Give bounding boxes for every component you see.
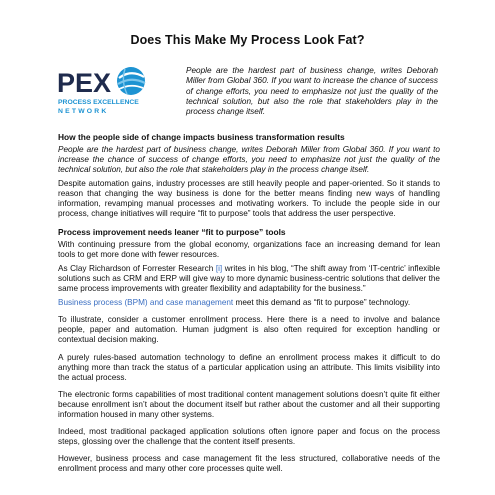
page-title: Does This Make My Process Look Fat? <box>130 33 365 47</box>
logo-subtitle-line2: NETWORK <box>58 108 109 115</box>
paragraph-rules-based: A purely rules-based automation technology to define an enrollment process makes it difficult to do anything more than track the status of a particular application using an attribute. This limits visibility into the actual process. <box>58 352 440 382</box>
globe-icon <box>117 67 145 95</box>
bpm-case-management-link[interactable]: Business process (BPM) and case management <box>58 298 234 308</box>
paragraph-global-economy: With continuing pressure from the global economy, organizations face an increasing demand for lean tools to get more done with fewer resources. <box>58 239 440 259</box>
logo-subtitle-line1: PROCESS EXCELLENCE <box>58 99 139 106</box>
paragraph-bpm-demand <box>58 298 440 308</box>
paragraph-automation-gains: Despite automation gains, industry processes are still heavily people and paper-oriented. So it stands to reason that changing the way business is done for the better means finding new ways of handling information, revamping manual processes and motivating workers. To include the people side in our process, change initiatives will require “fit to purpose” tools that address the user perspective. <box>58 178 440 219</box>
paragraph-packaged-apps: Indeed, most traditional packaged application solutions often ignore paper and focus on the process steps, glossing over the challenge that the content itself presents. <box>58 427 440 447</box>
paragraph-forrester-quote <box>58 264 440 294</box>
pex-logo <box>55 64 175 116</box>
forrester-text-b: writes in his blog, “The shift away from ‘IT-centric’ inflexible solutions such as CRM and ERP will give way to more dynamic business-centric solutions that deliver the same process improvements with greater flexibility and adaptability for the business.” <box>58 263 440 294</box>
forrester-text-a: As Clay Richardson of Forrester Research <box>58 263 216 273</box>
section-heading-people-side: How the people side of change impacts business transformation results <box>58 132 345 142</box>
paragraph-bpm-fit: However, business process and case management fit the less structured, collaborative needs of the enrollment process and many other core processes quite well. <box>58 454 440 474</box>
section-lead-paragraph: People are the hardest part of business change, writes Deborah Miller from Global 360. If you want to increase the chance of success of change efforts, you need to emphasize not just the quality of the technical solution, but also the role that stakeholders play in the process change itself. <box>58 144 440 174</box>
paragraph-electronic-forms: The electronic forms capabilities of most traditional content management solutions doesn’t quite fit either because enrollment isn’t about the document itself but rather about the customer and all their supporting information housed in many other systems. <box>58 389 440 419</box>
bpm-text: meet this demand as “fit to purpose” technology. <box>233 298 411 308</box>
paragraph-enrollment-example: To illustrate, consider a customer enrollment process. Here there is a need to involve and balance people, paper and automation. Human judgment is also often required for exception handling or contextual decision making. <box>58 315 440 345</box>
intro-summary: People are the hardest part of business change, writes Deborah Miller from Global 360. If you want to increase the chance of success of change efforts, you need to emphasize not just the quality of the technical solution, but also the role that stakeholders play in the process change itself. <box>186 66 438 117</box>
logo-main-text: PEX <box>57 68 112 98</box>
footnote-link[interactable]: [i] <box>215 263 223 273</box>
pex-logo-graphic <box>55 64 175 116</box>
section-heading-fit-to-purpose: Process improvement needs leaner “fit to purpose” tools <box>58 227 286 238</box>
article-body <box>58 132 440 478</box>
